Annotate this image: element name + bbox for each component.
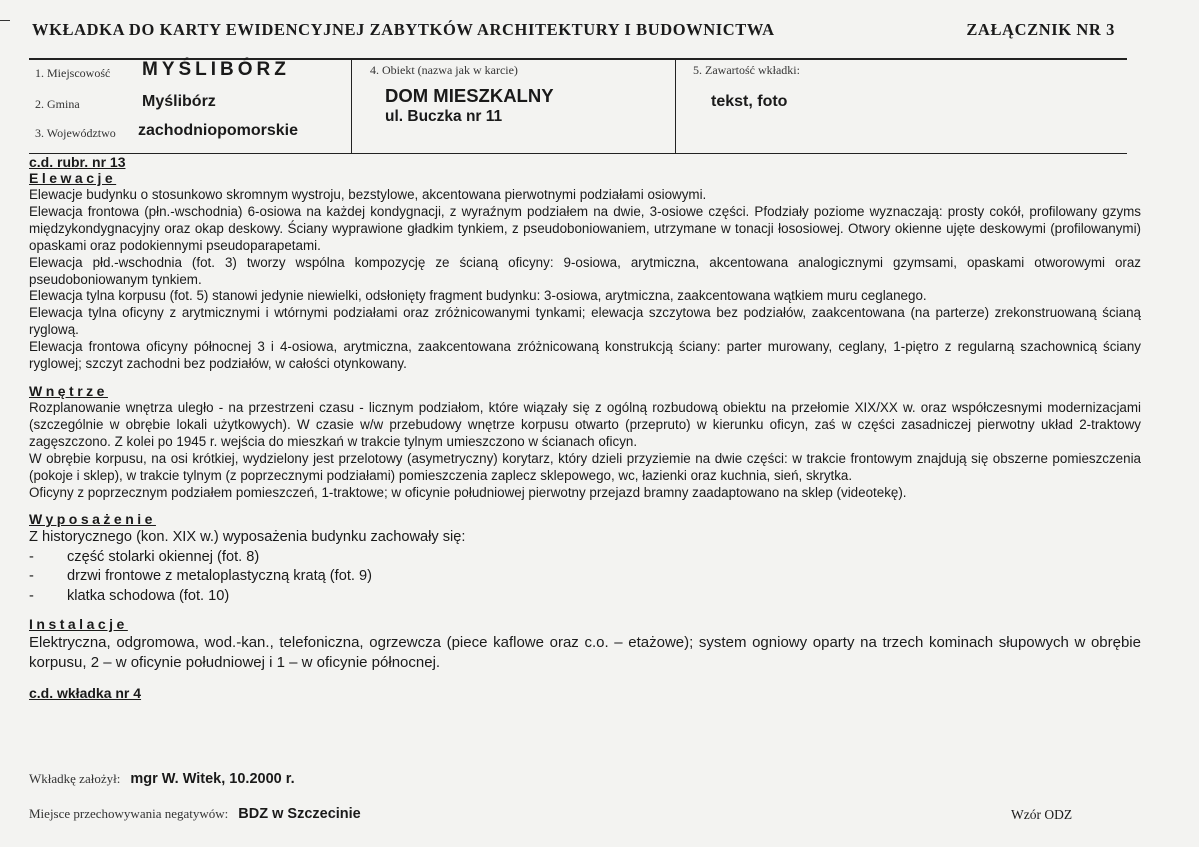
continuation-insert-ref: c.d. wkładka nr 4 bbox=[29, 685, 142, 702]
locality-label: 1. Miejscowość bbox=[35, 66, 111, 80]
voivodeship-value: zachodniopomorskie bbox=[138, 122, 299, 139]
elevations-paragraph: Elewacja tylna oficyny z arytmicznymi i wtórnymi podziałami oraz zróżnicowanymi tynkami; elewacja szczytowa bez podziałów, zaakcentowana (na parterze) zrekonstruowaną ścianą ryglową. bbox=[29, 305, 1141, 338]
installations-paragraph: Elektryczna, odgromowa, wod.-kan., telefoniczna, ogrzewcza (piece kaflowe oraz c.o. – etażowe); system ogniowy oparty na trzech kominach słupowych w obrębie korpusu, 2 – w oficynie południowej i 1 – w oficynie północnej. bbox=[29, 634, 1141, 672]
continuation-ref: c.d. rubr. nr 13 bbox=[29, 154, 126, 170]
elevations-paragraph: Elewacje budynku o stosunkowo skromnym wystroju, bezstylowe, akcentowana pierwotnymi podziałami osiowymi. bbox=[29, 187, 707, 202]
section-installations-heading: Instalacje bbox=[29, 616, 128, 633]
equipment-intro: Z historycznego (kon. XIX w.) wyposażenia budynku zachowały się: bbox=[29, 529, 466, 546]
interior-paragraph: Rozplanowanie wnętrza uległo - na przestrzeni czasu - licznym podziałom, które wiązały się z ogólną rozbudową obiektu na przełomie XIX/XX w. oraz współczesnymi modernizacjami (szczególnie w obrębie lokali użytkowych). W czasie w/w przebudowy wnętrze korpusu otwarto (przepruto) w kierunku oficyn, zaś w części zasadniczej pierwotny układ 2-traktowy zagęszczono. Z kolei po 1945 r. wejścia do mieszkań w trakcie tylnym umieszczono w ścianach oficyn. bbox=[29, 399, 1141, 449]
form-model: Wzór ODZ bbox=[1011, 807, 1073, 822]
section-equipment-heading: Wyposażenie bbox=[29, 511, 156, 528]
document-body bbox=[29, 154, 1141, 701]
equipment-list bbox=[29, 548, 1141, 607]
elevations-paragraph: Elewacja tylna korpusu (fot. 5) stanowi jedynie niewielki, odsłonięty fragment budynku: 3-osiowa, arytmiczna, zaakcentowana wątkiem muru ceglanego. bbox=[29, 288, 927, 304]
list-item: - klatka schodowa (fot. 10) bbox=[29, 587, 1141, 607]
compiled-by bbox=[29, 770, 295, 788]
commune-label: 2. Gmina bbox=[35, 97, 80, 111]
locality-value: MYŚLIBÓRZ bbox=[142, 59, 290, 80]
negatives-value: BDZ w Szczecinie bbox=[238, 806, 361, 822]
table-divider-1 bbox=[351, 59, 352, 154]
margin-tick bbox=[0, 20, 10, 21]
contents-value: tekst, foto bbox=[711, 93, 788, 110]
object-name: DOM MIESZKALNY bbox=[385, 85, 554, 106]
interior-paragraph: Oficyny z poprzecznym podziałem pomieszczeń, 1-traktowe; w oficynie południowej pierwotny przejazd bramny zaadaptowano na sklep (videotekę). bbox=[29, 484, 907, 500]
list-item: - drzwi frontowe z metaloplastyczną kratą (fot. 9) bbox=[29, 567, 1141, 587]
interior-paragraph: W obrębie korpusu, na osi krótkiej, wydzielony jest przelotowy (asymetryczny) korytarz, który dzieli przyziemie na dwie części: w trakcie frontowym znajdują się obszerne pomieszczenia (pokoje i sklep), w trakcie tylnym (z poprzecznymi podziałami) pomieszczenia zaplecz sklepowego, wc, łazienki oraz kuchnia, sień, skrytka. bbox=[29, 450, 1141, 483]
section-interior-heading: Wnętrze bbox=[29, 382, 108, 399]
elevations-paragraph: Elewacja płd.-wschodnia (fot. 3) tworzy wspólna kompozycję ze ścianą oficyny: 9-osiowa, arytmiczna, akcentowana analogicznymi gzymsami, opaskami otworowymi oraz pseudoboniowanym tynkiem. bbox=[29, 254, 1141, 287]
voivodeship-label: 3. Województwo bbox=[35, 126, 116, 140]
object-address: ul. Buczka nr 11 bbox=[385, 108, 503, 125]
negatives-storage bbox=[29, 805, 361, 823]
section-elevations-heading: Elewacje bbox=[29, 170, 117, 186]
annex-label: ZAŁĄCZNIK NR 3 bbox=[966, 20, 1115, 39]
contents-label: 5. Zawartość wkładki: bbox=[693, 63, 800, 77]
compiled-by-label: Wkładkę założył: bbox=[29, 771, 121, 786]
elevations-paragraph: Elewacja frontowa (płn.-wschodnia) 6-osiowa na każdej kondygnacji, z wyraźnym podziałem na dwie, 3-osiowe części. Pfodziały poziome wyznaczają: prosty cokół, profilowany gzyms międzykondygnacyjny oraz okap deskowy. Ściany wyprawione gładkim tynkiem, z pseudoboniowaniem, utrzymane w tonacji łososiowej. Otwory okienne ujęte deskowymi (profilowanymi) opaskami oraz podokiennymi pseudoparapetami. bbox=[29, 203, 1141, 253]
commune-value: Myślibórz bbox=[142, 93, 216, 110]
form-title: WKŁADKA DO KARTY EWIDENCYJNEJ ZABYTKÓW ARCHITEKTURY I BUDOWNICTWA bbox=[32, 20, 775, 39]
negatives-label: Miejsce przechowywania negatywów: bbox=[29, 806, 229, 821]
table-divider-2 bbox=[675, 59, 676, 154]
elevations-paragraph: Elewacja frontowa oficyny północnej 3 i 4-osiowa, arytmiczna, zaakcentowana zróżnicowaną konstrukcją ściany: parter murowany, ceglany, 1-piętro z regularną szachownicą ściany ryglowej; szczyt zachodni bez podziałów, w całości otynkowany. bbox=[29, 339, 1141, 372]
list-item: - część stolarki okiennej (fot. 8) bbox=[29, 548, 1141, 568]
object-label: 4. Obiekt (nazwa jak w karcie) bbox=[370, 63, 518, 77]
compiled-by-value: mgr W. Witek, 10.2000 r. bbox=[130, 771, 295, 787]
